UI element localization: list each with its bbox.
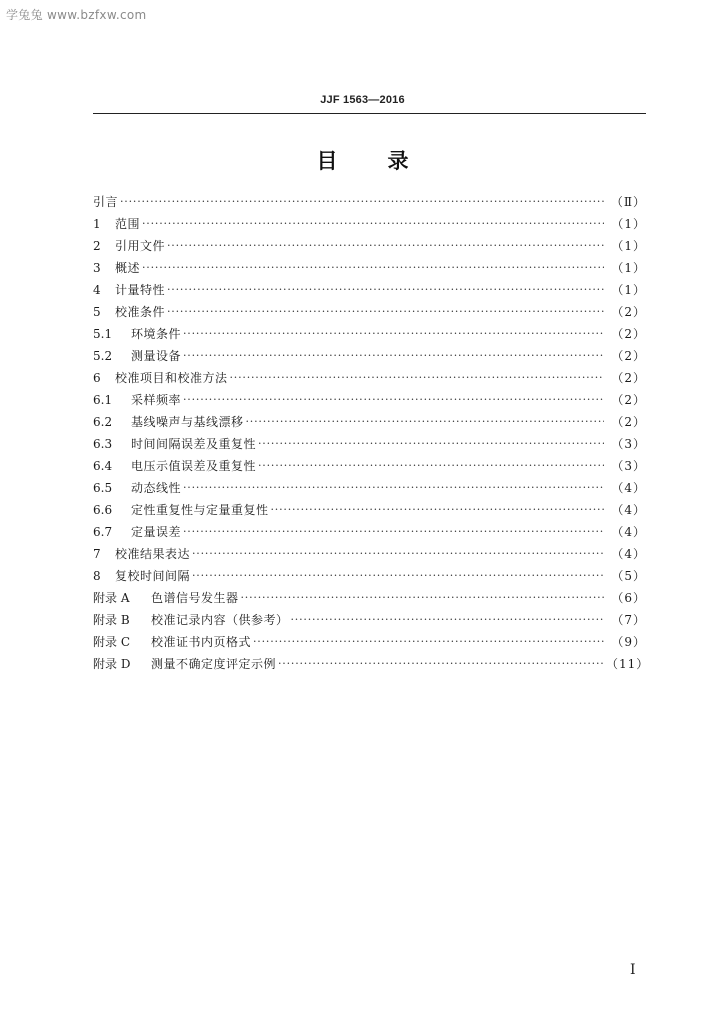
toc-entry-number: 5 [93, 305, 101, 319]
toc-entry-title: 校准结果表达 [115, 547, 191, 561]
toc-entry [93, 565, 646, 587]
toc-entry-title: 测量设备 [131, 349, 182, 363]
page-title: 目录 [316, 149, 459, 173]
toc-entry-title: 引言 [93, 195, 119, 209]
toc-entry-page: （3） [611, 459, 646, 473]
toc-entry-number: 附录 C [93, 635, 130, 649]
toc-entry-number: 6.6 [93, 503, 113, 517]
toc-dot-leader [183, 482, 604, 494]
toc-entry [93, 411, 646, 433]
toc-entry-title: 校准项目和校准方法 [115, 371, 228, 385]
toc-entry-number: 6.2 [93, 415, 113, 429]
toc-entry [93, 433, 646, 455]
toc-entry-page: （4） [611, 503, 646, 517]
toc-entry-title: 校准条件 [115, 305, 166, 319]
toc-entry [93, 389, 646, 411]
toc-entry-title: 动态线性 [131, 481, 182, 495]
toc-entry-title: 基线噪声与基线漂移 [131, 415, 244, 429]
toc-entry-title: 时间间隔误差及重复性 [131, 437, 257, 451]
toc-entry-number: 2 [93, 239, 101, 253]
toc-entry-title: 概述 [115, 261, 141, 275]
toc-entry-page: （4） [611, 547, 646, 561]
toc-entry-title: 色谱信号发生器 [151, 591, 239, 605]
toc-dot-leader [167, 240, 604, 252]
toc-entry [93, 609, 646, 631]
toc-entry-title: 电压示值误差及重复性 [131, 459, 257, 473]
toc-entry-number: 附录 B [93, 613, 130, 627]
toc-dot-leader [271, 504, 604, 516]
toc-entry [93, 235, 646, 257]
toc-entry [93, 477, 646, 499]
toc-entry-number: 附录 A [93, 591, 130, 605]
toc-entry [93, 455, 646, 477]
standard-code: JJF 1563—2016 [320, 94, 405, 106]
toc-entry-number: 4 [93, 283, 101, 297]
toc-entry-title: 校准证书内页格式 [151, 635, 252, 649]
toc-dot-leader [183, 350, 604, 362]
toc-entry-number: 6 [93, 371, 101, 385]
toc-entry-number: 1 [93, 217, 101, 231]
toc-entry [93, 631, 646, 653]
toc-entry-page: （1） [611, 283, 646, 297]
page-number: I [630, 962, 636, 978]
toc-entry-page: （6） [611, 591, 646, 605]
toc-entry [93, 279, 646, 301]
toc-entry-number: 5.1 [93, 327, 113, 341]
toc-entry-title: 复校时间间隔 [115, 569, 191, 583]
toc-entry-page: （2） [611, 415, 646, 429]
toc-entry [93, 323, 646, 345]
toc-dot-leader [246, 416, 604, 428]
toc-dot-leader [253, 636, 604, 648]
toc-dot-leader [183, 328, 604, 340]
toc-entry-number: 6.5 [93, 481, 113, 495]
toc-entry-page: （4） [611, 481, 646, 495]
toc-entry-page: （2） [611, 327, 646, 341]
toc-entry-number: 6.7 [93, 525, 113, 539]
toc-entry-page: （7） [611, 613, 646, 627]
toc-entry [93, 191, 646, 213]
toc-entry-title: 范围 [115, 217, 141, 231]
toc-dot-leader [183, 526, 604, 538]
toc-entry-page: （3） [611, 437, 646, 451]
toc-entry-page: （2） [611, 349, 646, 363]
toc-entry-number: 6.1 [93, 393, 113, 407]
toc-dot-leader [278, 658, 604, 670]
toc-entry-page: （2） [611, 305, 646, 319]
toc-dot-leader [291, 614, 604, 626]
toc-entry-title: 测量不确定度评定示例 [151, 657, 277, 671]
toc-entry-title: 计量特性 [115, 283, 166, 297]
toc-entry [93, 345, 646, 367]
toc-entry-number: 5.2 [93, 349, 113, 363]
toc-dot-leader [120, 196, 604, 208]
toc-entry [93, 521, 646, 543]
toc-entry-number: 3 [93, 261, 101, 275]
toc-entry [93, 301, 646, 323]
toc-entry [93, 367, 646, 389]
toc-dot-leader [192, 570, 604, 582]
toc-entry-page: （1） [611, 261, 646, 275]
toc-entry-title: 定量误差 [131, 525, 182, 539]
toc-entry-page: （2） [611, 371, 646, 385]
toc-dot-leader [167, 284, 604, 296]
toc-entry-page: （2） [611, 393, 646, 407]
toc-entry-page: （Ⅱ） [610, 195, 646, 209]
toc-dot-leader [258, 438, 604, 450]
toc-dot-leader [167, 306, 604, 318]
toc-entry-page: （4） [611, 525, 646, 539]
toc-entry-page: （1） [611, 217, 646, 231]
toc-entry-title: 环境条件 [131, 327, 182, 341]
toc-dot-leader [142, 218, 604, 230]
toc-entry [93, 587, 646, 609]
toc-entry-number: 7 [93, 547, 101, 561]
toc-entry-number: 6.3 [93, 437, 113, 451]
toc-entry-page: （11） [606, 657, 650, 671]
toc-entry-page: （5） [611, 569, 646, 583]
toc-entry [93, 213, 646, 235]
toc-entry [93, 653, 650, 675]
toc-entry-title: 采样频率 [131, 393, 182, 407]
toc-entry-title: 校准记录内容（供参考） [151, 613, 289, 627]
toc-entry-number: 附录 D [93, 657, 131, 671]
toc-entry-page: （9） [611, 635, 646, 649]
toc-entry-title: 定性重复性与定量重复性 [131, 503, 269, 517]
toc-dot-leader [192, 548, 604, 560]
toc-entry-page: （1） [611, 239, 646, 253]
toc-entry-number: 8 [93, 569, 101, 583]
toc-dot-leader [241, 592, 604, 604]
watermark: 学兔兔 www.bzfxw.com [6, 8, 147, 22]
table-of-contents [93, 191, 650, 675]
header-rule [93, 113, 646, 114]
toc-dot-leader [230, 372, 604, 384]
toc-entry [93, 543, 646, 565]
toc-entry [93, 257, 646, 279]
toc-dot-leader [183, 394, 604, 406]
toc-dot-leader [142, 262, 604, 274]
toc-entry-number: 6.4 [93, 459, 113, 473]
toc-entry [93, 499, 646, 521]
toc-entry-title: 引用文件 [115, 239, 166, 253]
toc-dot-leader [258, 460, 604, 472]
